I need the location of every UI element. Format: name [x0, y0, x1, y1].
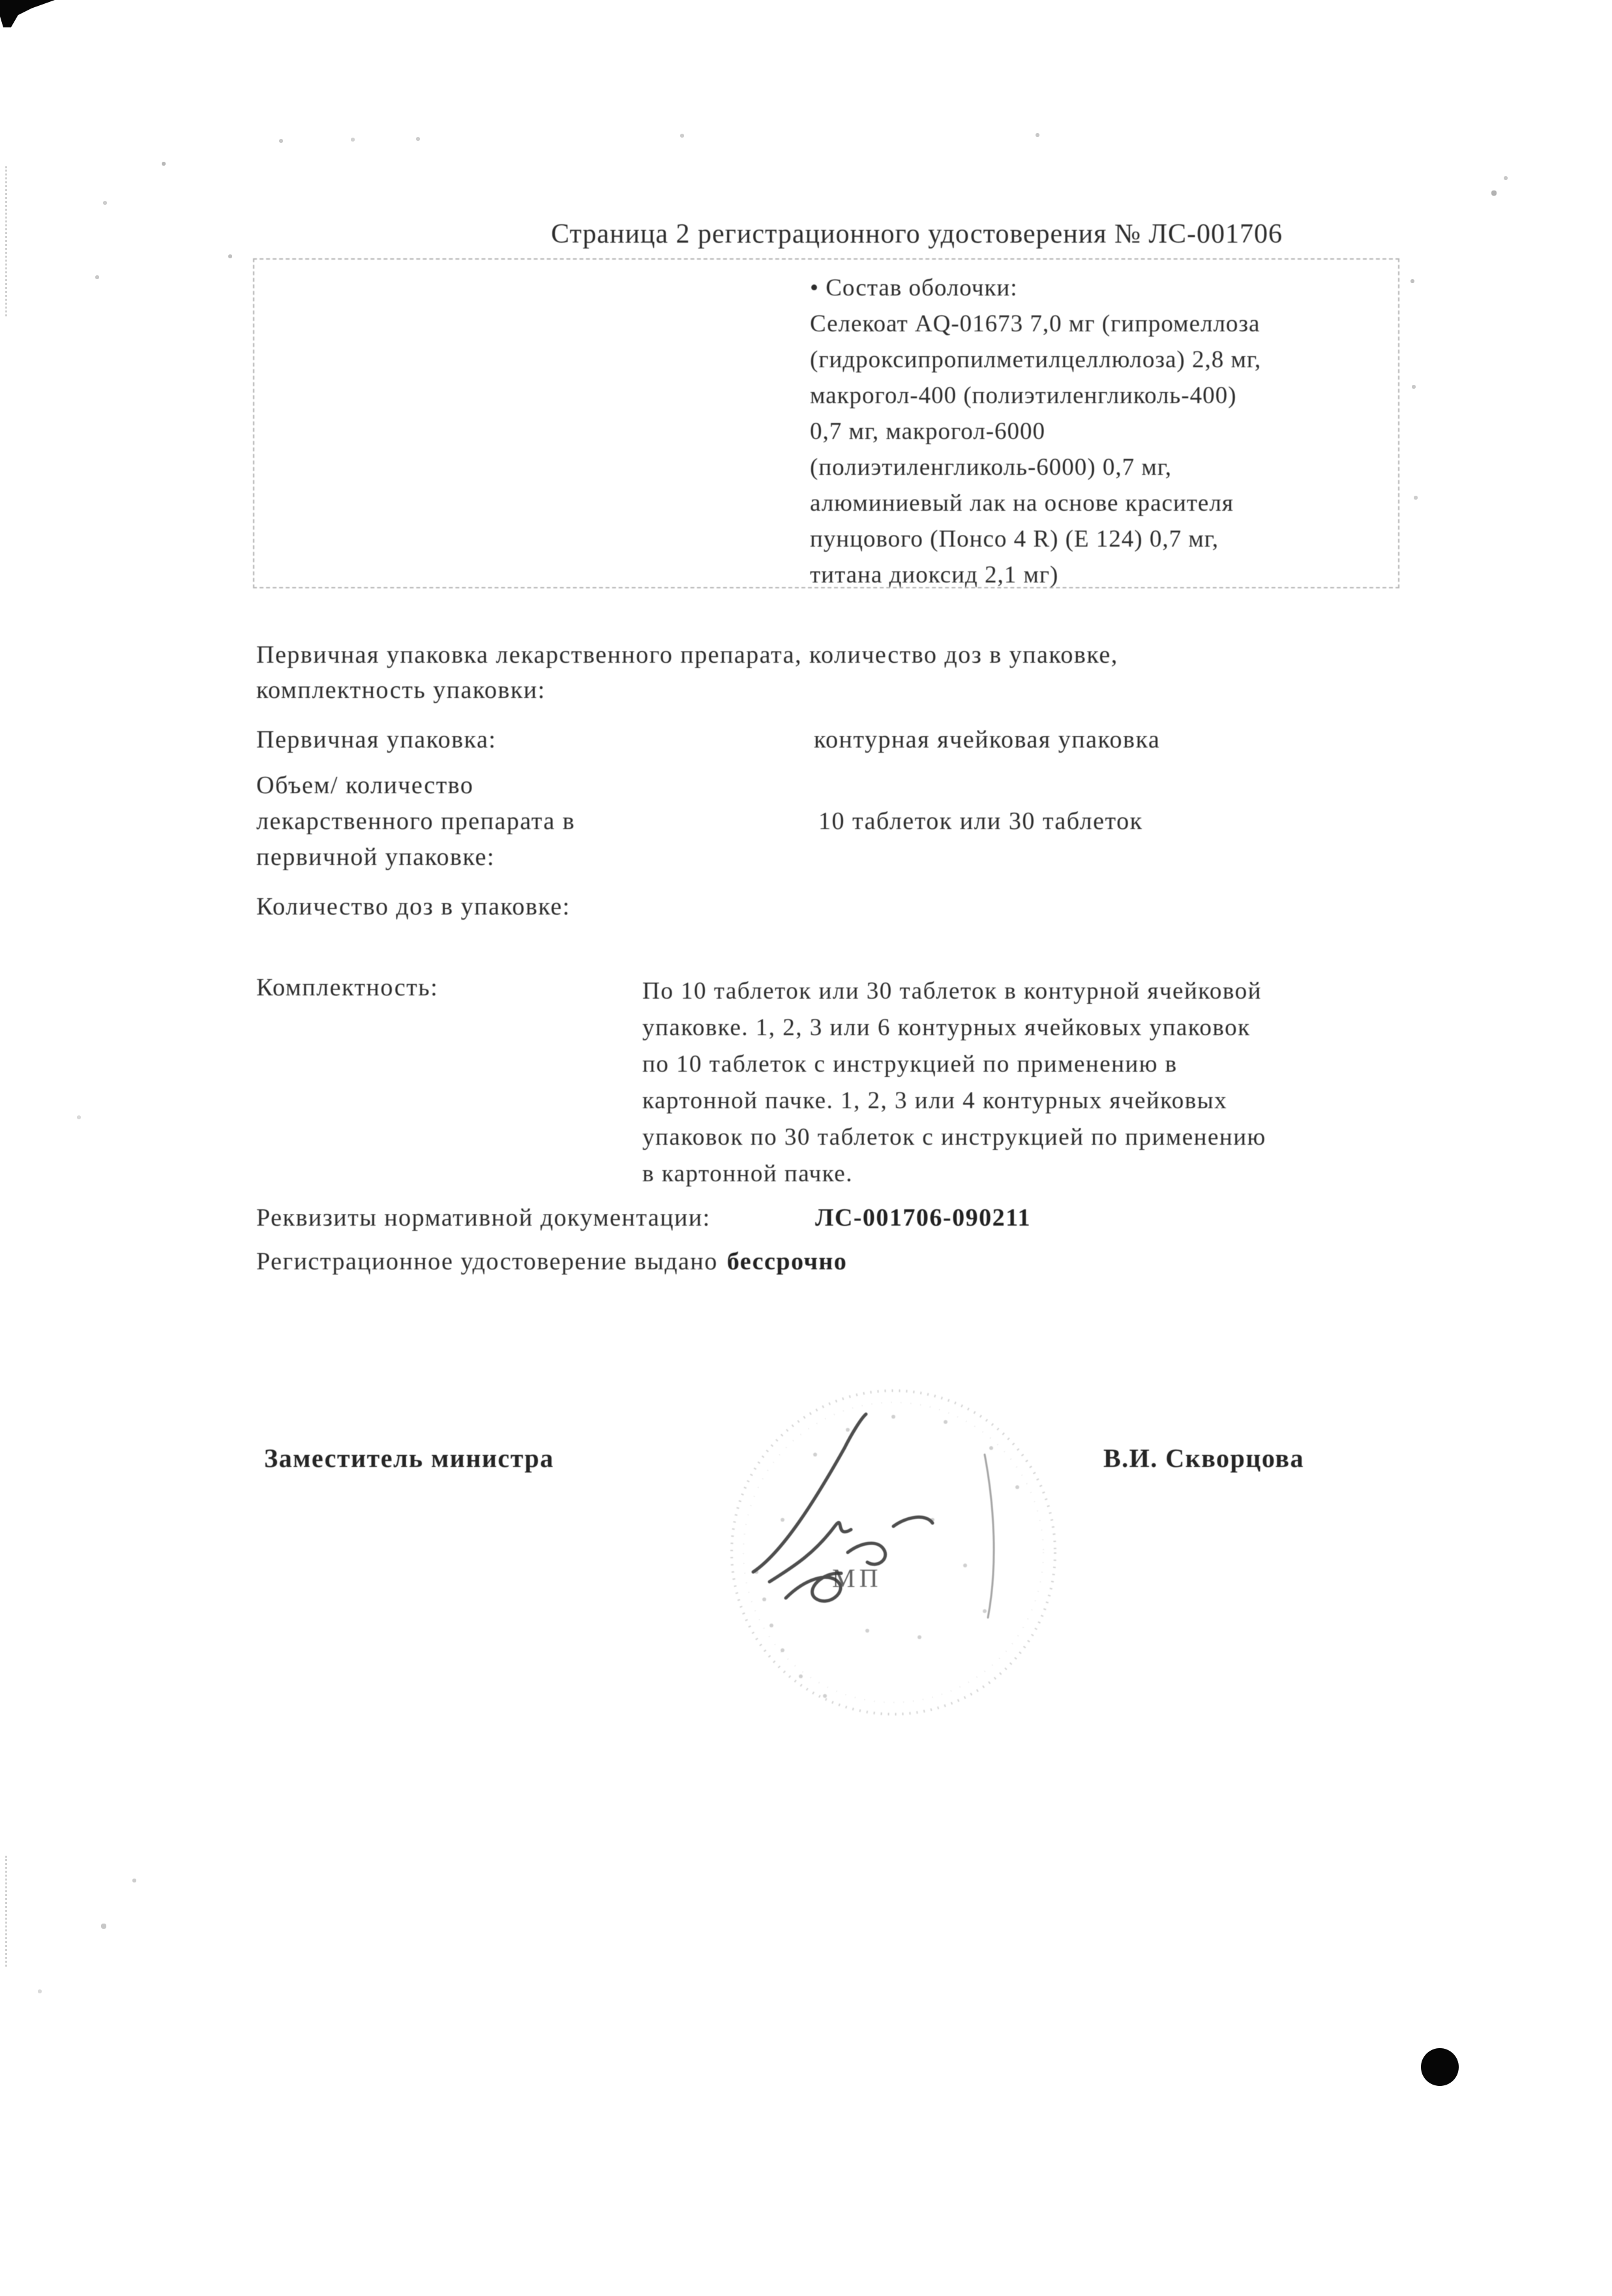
completeness-line: в картонной пачке. — [642, 1160, 853, 1187]
primary-package-label: Первичная упаковка: — [256, 726, 497, 753]
composition-line: (полиэтиленгликоль-6000) 0,7 мг, — [810, 454, 1172, 481]
completeness-line: картонной пачке. 1, 2, 3 или 4 контурных ячейковых — [642, 1087, 1228, 1114]
signer-position: Заместитель министра — [264, 1443, 554, 1473]
volume-label-line: Объем/ количество — [256, 772, 474, 799]
composition-line: макрогол-400 (полиэтиленгликоль-400) — [810, 382, 1237, 409]
composition-line: Селекоат AQ-01673 7,0 мг (гипромеллоза — [810, 310, 1261, 337]
completeness-line: по 10 таблеток с инструкцией по применению в — [642, 1051, 1178, 1078]
signature-scribble — [753, 1414, 994, 1618]
primary-package-value: контурная ячейковая упаковка — [814, 726, 1161, 753]
doses-per-package-label: Количество доз в упаковке: — [256, 893, 571, 920]
completeness-line: упаковок по 30 таблеток с инструкцией по применению — [642, 1124, 1266, 1151]
ministry-stamp-and-signature — [619, 1357, 1076, 1722]
normative-docs-label: Реквизиты нормативной документации: — [256, 1204, 711, 1231]
scan-artifact-punch-dot — [1421, 2048, 1459, 2086]
completeness-line: По 10 таблеток или 30 таблеток в контурной ячейковой — [642, 978, 1262, 1004]
composition-line: титана диоксид 2,1 мг) — [810, 562, 1059, 588]
composition-line: пунцового (Понсо 4 R) (Е 124) 0,7 мг, — [810, 526, 1219, 552]
volume-label-line: первичной упаковке: — [256, 843, 495, 871]
composition-line: алюминиевый лак на основе красителя — [810, 490, 1234, 517]
packaging-intro-line: комплектность упаковки: — [256, 676, 546, 704]
stamp-speckles — [754, 1415, 1019, 1698]
completeness-line: упаковке. 1, 2, 3 или 6 контурных ячейковых упаковок — [642, 1014, 1251, 1041]
coating-composition-text — [810, 270, 1261, 593]
registration-validity-term: бессрочно — [726, 1248, 848, 1275]
signer-name: В.И. Скворцова — [1103, 1443, 1304, 1473]
page-title: Страница 2 регистрационного удостоверения № ЛС-001706 — [551, 219, 1283, 249]
stamp-place-mark: МП — [832, 1563, 882, 1593]
volume-label-line: лекарственного препарата в — [256, 808, 576, 835]
volume-value: 10 таблеток или 30 таблеток — [818, 808, 1143, 835]
completeness-label: Комплектность: — [256, 974, 439, 1001]
composition-line: (гидроксипропилметилцеллюлоза) 2,8 мг, — [810, 346, 1262, 373]
packaging-intro-line: Первичная упаковка лекарственного препарата, количество доз в упаковке, — [256, 641, 1118, 669]
normative-docs-number: ЛС-001706-090211 — [815, 1204, 1031, 1231]
completeness-value — [642, 973, 1266, 1192]
registration-validity-label: Регистрационное удостоверение выдано — [256, 1248, 718, 1275]
composition-line: 0,7 мг, макрогол-6000 — [810, 418, 1046, 445]
coating-composition-box — [253, 258, 1399, 588]
stamp-circle — [732, 1391, 1055, 1714]
registration-validity-line — [256, 1247, 847, 1276]
composition-line: • Состав оболочки: — [810, 275, 1018, 301]
